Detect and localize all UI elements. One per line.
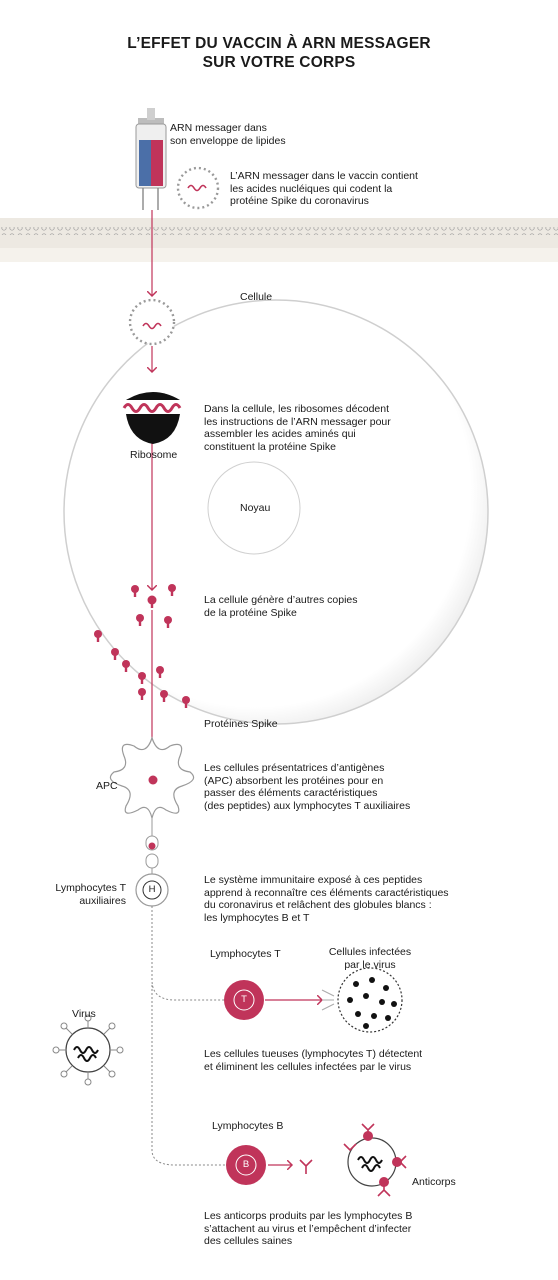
helper-t-label: [40, 882, 126, 907]
apc-cell-icon: [110, 738, 193, 818]
immune-desc-line-2: apprend à reconnaître ces éléments caractéristiques: [204, 886, 449, 899]
helper-t-line-2: auxiliaires: [79, 894, 126, 907]
ribosome-description: [204, 403, 391, 453]
arn-envelope-line-2: son enveloppe de lipides: [170, 134, 286, 147]
arn-envelope-line-1: ARN messager dans: [170, 122, 267, 134]
syringe-icon: [136, 108, 166, 210]
killer-desc-line-1: Les cellules tueuses (lymphocytes T) détectent: [204, 1048, 423, 1060]
title-line-2: SUR VOTRE CORPS: [202, 54, 356, 71]
infected-line-1: Cellules infectées: [328, 946, 412, 958]
arn-vaccine-label: [230, 170, 418, 208]
antibody-desc-line-1: Les anticorps produits par les lymphocytes B: [204, 1210, 413, 1222]
apc-desc-line-3: passer des éléments caractéristiques: [204, 787, 378, 799]
anticorps-label: Anticorps: [412, 1176, 456, 1188]
antibody-desc-line-3: des cellules saines: [204, 1235, 293, 1247]
title-line-1: L’EFFET DU VACCIN À ARN MESSAGER: [127, 35, 431, 52]
copies-line-2: de la protéine Spike: [204, 606, 297, 619]
noyau-label: Noyau: [240, 502, 271, 514]
ribosome-label: Ribosome: [130, 449, 178, 461]
copies-line-1: La cellule génère d’autres copies: [204, 594, 358, 606]
b-lymphocyte-icon: [226, 1145, 312, 1185]
virus-icon: [53, 1015, 123, 1085]
killer-desc-line-2: et éliminent les cellules infectées par le virus: [204, 1060, 412, 1073]
b-letter: B: [242, 1159, 250, 1170]
apc-desc-line-1: Les cellules présentatrices d’antigènes: [204, 762, 385, 774]
immune-description: [204, 874, 449, 924]
arn-vaccine-line-3: protéine Spike du coronavirus: [230, 195, 369, 207]
killer-description: [204, 1048, 422, 1073]
lympho-b-label: Lymphocytes B: [212, 1120, 284, 1132]
helper-t-letter: H: [148, 884, 156, 895]
lipid-envelope-icon: [178, 168, 218, 208]
copies-description: [204, 594, 358, 619]
antibody-desc-line-2: s’attachent au virus et l’empêchent d’infecter: [204, 1222, 412, 1235]
arn-envelope-label: [170, 122, 286, 147]
apc-desc-line-4: (des peptides) aux lymphocytes T auxiliaires: [204, 799, 411, 812]
lipid-entering-icon: [130, 300, 174, 344]
infected-cells-label: [320, 946, 420, 971]
apc-description: [204, 762, 410, 812]
infected-line-2: par le virus: [344, 958, 396, 971]
apc-desc-line-2: (APC) absorbent les protéines pour en: [204, 774, 384, 787]
infected-cell-icon: [322, 968, 402, 1032]
arn-vaccine-line-1: L’ARN messager dans le vaccin contient: [230, 170, 418, 182]
immune-desc-line-1: Le système immunitaire exposé à ces peptides: [204, 874, 423, 886]
t-letter: T: [241, 994, 247, 1005]
immune-desc-line-3: du coronavirus et relâchent des globules blancs :: [204, 899, 432, 911]
skin-layer: [0, 218, 558, 262]
neutralized-virus-icon: [344, 1124, 406, 1196]
immune-desc-line-4: les lymphocytes B et T: [204, 911, 310, 924]
helper-t-line-1: Lymphocytes T: [55, 882, 126, 894]
apc-label: APC: [96, 780, 118, 792]
lympho-t-label: Lymphocytes T: [210, 948, 281, 960]
ribosome-desc-line-1: Dans la cellule, les ribosomes décodent: [204, 403, 390, 415]
antibody-description: [204, 1210, 412, 1248]
cellule-label: Cellule: [240, 291, 273, 303]
ribosome-desc-line-2: les instructions de l’ARN messager pour: [204, 415, 391, 428]
arn-vaccine-line-2: les acides nucléiques qui codent la: [230, 182, 393, 195]
proteines-spike-label: Protéines Spike: [204, 718, 278, 730]
ribosome-desc-line-4: constituent la protéine Spike: [204, 440, 336, 453]
virus-label: Virus: [72, 1008, 96, 1020]
apc-connector: [146, 818, 158, 876]
ribosome-desc-line-3: assembler les acides aminés qui: [204, 428, 356, 440]
